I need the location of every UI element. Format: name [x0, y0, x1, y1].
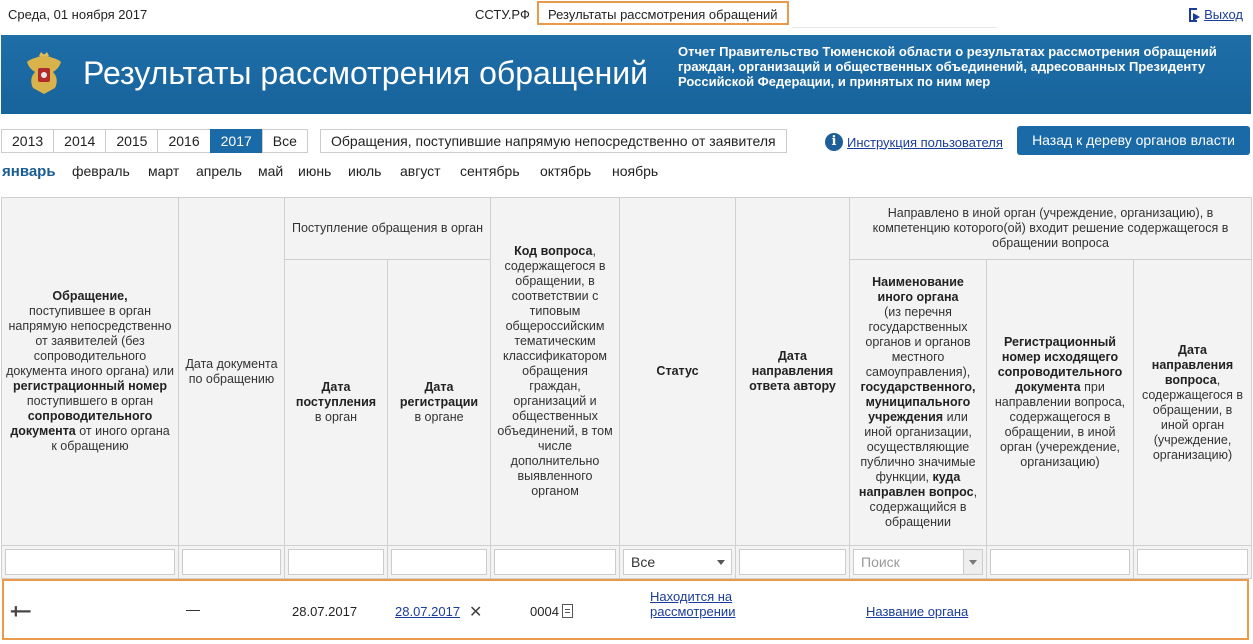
current-date: Среда, 01 ноября 2017 [8, 7, 148, 22]
divider [792, 27, 997, 28]
filter-organ-search[interactable] [853, 549, 983, 575]
month-tab-november[interactable]: ноябрь [612, 163, 659, 179]
row-receipt-date: 28.07.2017 [292, 604, 358, 619]
col-registration-date: Дата регистрации в органе [388, 260, 491, 546]
year-tab-2016[interactable]: 2016 [157, 129, 210, 153]
logout-icon [1189, 8, 1201, 22]
col-doc-date: Дата документа по обращению [179, 198, 285, 546]
filter-question-code[interactable] [494, 549, 616, 575]
filter-status-select[interactable] [623, 549, 732, 575]
month-tab-april[interactable]: апрель [196, 163, 242, 179]
filter-organ-placeholder: Поиск [861, 554, 900, 570]
appeal-mode-selector[interactable]: Обращения, поступившие напрямую непосредственно от заявителя [320, 129, 787, 153]
filter-registration-date[interactable] [391, 549, 487, 575]
appeals-table [1, 197, 1252, 579]
month-tab-october[interactable]: октябрь [540, 163, 592, 179]
chevron-down-icon [717, 560, 725, 565]
year-tab-all[interactable]: Все [262, 129, 308, 153]
month-tab-march[interactable]: март [148, 163, 180, 179]
logout-link[interactable] [1189, 7, 1243, 22]
month-tab-february[interactable]: февраль [72, 163, 130, 179]
help-link-label[interactable]: Инструкция пользователя [847, 134, 1003, 150]
document-icon[interactable] [562, 604, 573, 618]
close-icon[interactable]: ✕ [469, 604, 483, 621]
col-receipt-date: Дата поступления в орган [285, 260, 388, 546]
filter-receipt-date[interactable] [288, 549, 384, 575]
col-outgoing-number: Регистрационный номер исходящего сопроводительного документа при направлении вопроса, содержащегося в обращении, в иной орган (учереждение, организацию) [987, 260, 1134, 546]
top-bar [0, 0, 1253, 30]
filter-outgoing-number[interactable] [990, 549, 1130, 575]
dropdown-arrow-icon[interactable] [963, 550, 982, 574]
year-tab-2014[interactable]: 2014 [53, 129, 106, 153]
coat-of-arms-icon [21, 50, 67, 96]
current-page-tab[interactable]: Результаты рассмотрения обращений [537, 1, 789, 25]
page-title: Результаты рассмотрения обращений [83, 55, 649, 91]
row-doc-date: — [186, 601, 200, 617]
col-status: Статус [620, 198, 736, 546]
filter-send-date[interactable] [1137, 549, 1248, 575]
col-send-date: Дата направления вопроса, содержащегося в обращении, в иной орган (учреждение, организацию) [1134, 260, 1252, 546]
logout-label[interactable]: Выход [1204, 7, 1243, 22]
month-tab-september[interactable]: сентябрь [460, 163, 520, 179]
col-appeal: Обращение, поступившее в орган напрямую непосредственно от заявителей (без сопроводительного документа иного органа) или регистрационный номер поступившего в орган сопроводительного документа от иного органа к обращению [2, 198, 179, 546]
back-to-tree-button[interactable]: Назад к дереву органов власти [1017, 126, 1250, 155]
filter-row [2, 546, 1252, 579]
year-tab-2015[interactable]: 2015 [105, 129, 158, 153]
filter-status-value: Все [631, 554, 656, 570]
filter-reply-date[interactable] [739, 549, 846, 575]
col-group-receipt: Поступление обращения в орган [285, 198, 491, 260]
filter-appeal[interactable] [5, 549, 175, 575]
info-icon: i [825, 133, 843, 151]
row-organ-link[interactable]: Название органа [866, 604, 969, 619]
month-tab-may[interactable]: май [258, 163, 284, 179]
month-tab-january[interactable]: январь [2, 163, 56, 180]
help-link[interactable] [825, 133, 1003, 151]
month-tab-june[interactable]: июнь [298, 163, 332, 179]
year-selector [2, 129, 308, 153]
row-question-code [530, 604, 573, 619]
year-tab-2017[interactable]: 2017 [210, 129, 263, 153]
header-banner [1, 35, 1251, 114]
expand-collapse-icon[interactable]: +− [10, 601, 30, 623]
col-group-redirect: Направлено в иной орган (учреждение, организацию), в компетенцию которого(ой) входит решение содержащегося в обращении вопроса [850, 198, 1252, 260]
row-status-link[interactable]: Находится на рассмотрении [650, 589, 736, 619]
year-tab-2013[interactable]: 2013 [1, 129, 54, 153]
site-link[interactable]: ССТУ.РФ [475, 7, 530, 22]
col-reply-date: Дата направления ответа автору [736, 198, 850, 546]
filter-doc-date[interactable] [182, 549, 281, 575]
report-description: Отчет Правительство Тюменской области о результатах рассмотрения обращений граждан, организаций и общественных объединений, адресованных Президенту Российской Федерации, и принятых по ним мер [678, 44, 1217, 89]
month-tab-july[interactable]: июль [348, 163, 382, 179]
row-registration-date-link[interactable]: 28.07.2017 [395, 604, 461, 619]
month-tab-august[interactable]: август [400, 163, 441, 179]
col-other-organ: Наименование иного органа (из перечня государственных органов и органов местного самоуправления), государственного, муниципального учреждения или иной организации, осуществляющие публично значимые функции, куда направлен вопрос, содержащийся в обращении [850, 260, 987, 546]
col-question-code: Код вопроса, содержащегося в обращении, в соответствии с типовым общероссийским тематическим классификатором обращения граждан, организаций и общественных объединений, в том числе дополнительно выявленного органом [491, 198, 620, 546]
row-question-code-value: 0004 [530, 604, 559, 619]
